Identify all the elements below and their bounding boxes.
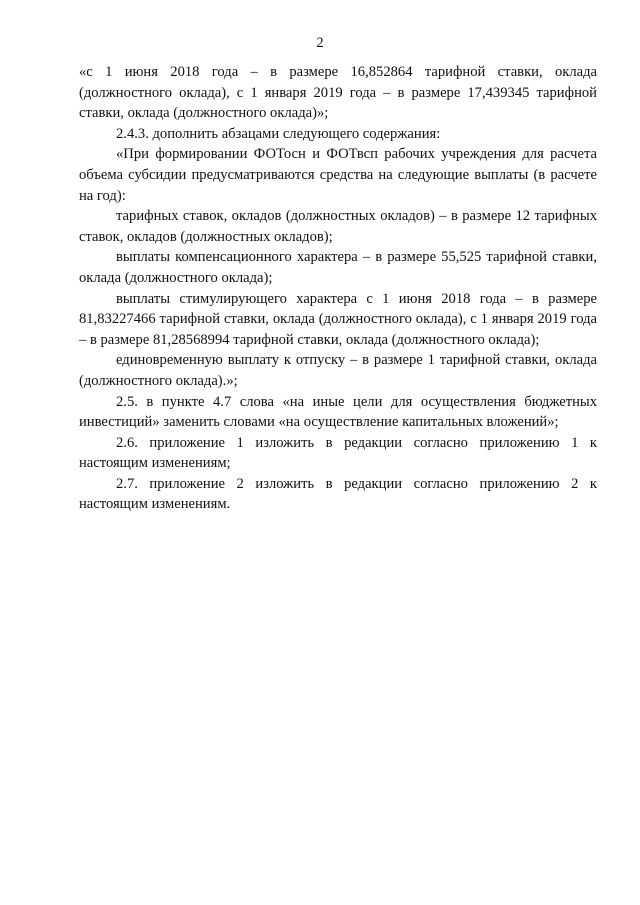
paragraph-compensation: выплаты компенсационного характера – в размере 55,525 тарифной ставки, оклада (должностного оклада); [79,249,597,286]
paragraph-2-5: 2.5. в пункте 4.7 слова «на иные цели для осуществления бюджетных инвестиций» заменить словами «на осуществление капитальных вложений»; [79,393,597,431]
paragraph-vacation-payment: единовременную выплату к отпуску – в размере 1 тарифной ставки, оклада (должностного оклада).»; [79,352,597,389]
paragraph-2-6: 2.6. приложение 1 изложить в редакции согласно приложению 1 к настоящим изменениям; [79,434,597,472]
paragraph-tariff-rates: тарифных ставок, окладов (должностных окладов) – в размере 12 тарифных ставок, окладов (должностных окладов); [79,208,597,245]
paragraph-2-7: 2.7. приложение 2 изложить в редакции согласно приложению 2 к настоящим изменениям. [79,475,597,513]
paragraph-fot-intro: «При формировании ФОТосн и ФОТвсп рабочих учреждения для расчета объема субсидии предусматриваются средства на следующие выплаты (в расчете на год): [79,146,597,204]
paragraph-continuation: «с 1 июня 2018 года – в размере 16,852864 тарифной ставки, оклада (должностного оклада), с 1 января 2019 года – в размере 17,439345 тарифной ставки, оклада (должностного оклада)»; [79,64,597,122]
page-number: 2 [316,35,324,51]
paragraph-2-4-3: 2.4.3. дополнить абзацами следующего содержания: [116,125,441,142]
paragraph-incentive: выплаты стимулирующего характера с 1 июня 2018 года – в размере 81,83227466 тарифной ставки, оклада (должностного оклада), с 1 января 2019 года – в размере 81,28568994 тарифной ставки, оклада (должностного оклада); [79,290,597,348]
document-body [79,62,597,515]
